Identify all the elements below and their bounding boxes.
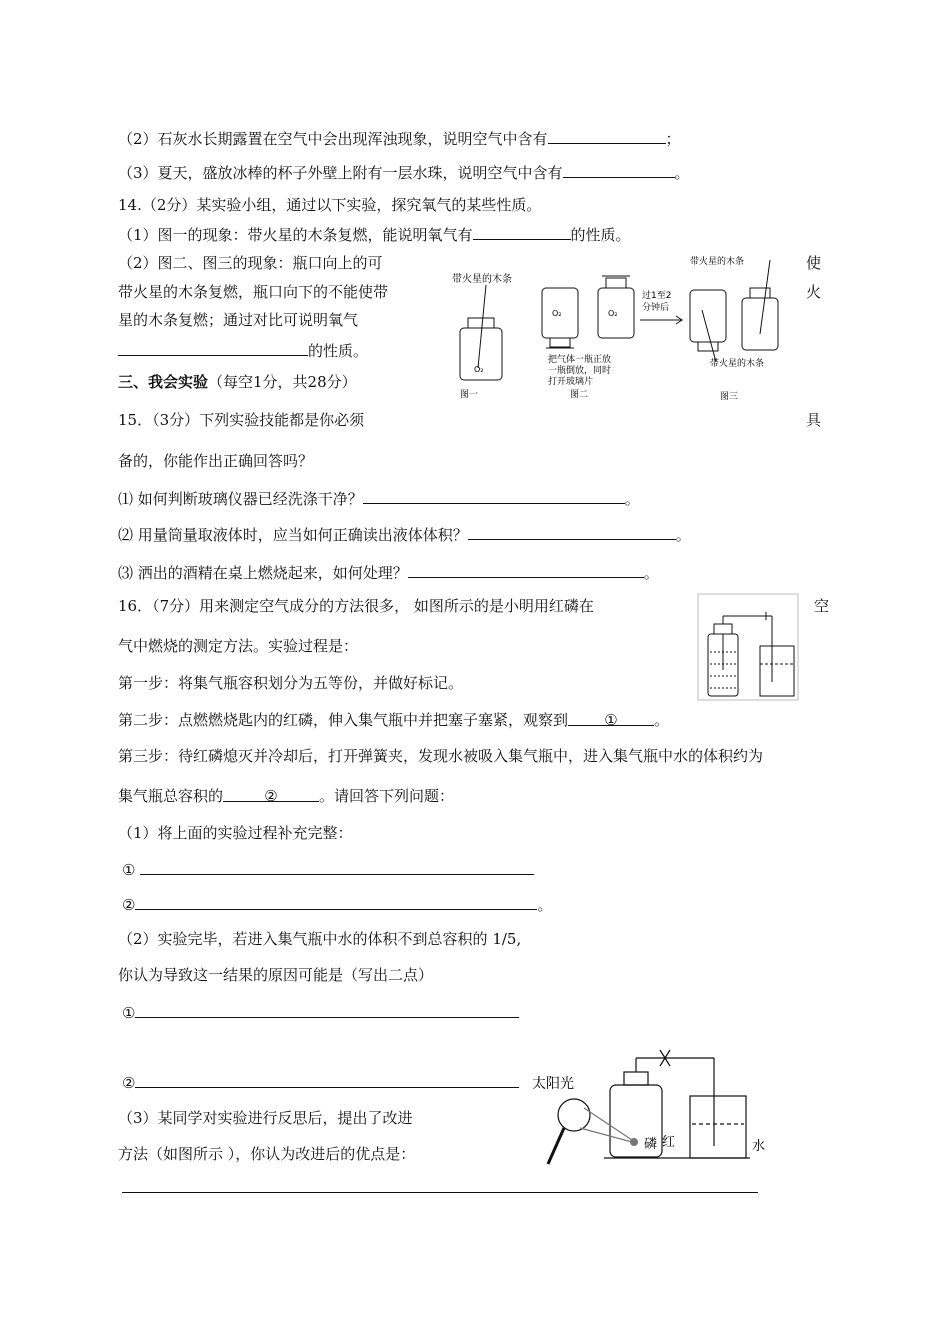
fig2-o2-label-1: O₂ [552,309,562,318]
fig-label-top-right: 带火星的木条 [690,257,745,267]
q16-question3-line2: 方法（如图所示 ），你认为改进后的优点是： [118,1145,416,1163]
q14-part1-text: （1）图一的现象：带火星的木条复燃，能说明氧气有 [118,226,473,244]
q13-part2-end: ； [665,130,681,148]
section-3-title: 三、我会实验 [118,373,209,391]
q16-q1-blank2[interactable] [135,894,537,910]
q15-line2: 备的，你能作出正确回答吗？ [118,452,314,470]
fig2-inverted-neck [550,338,570,347]
section-3-subtitle: （每空1分，共28分） [208,373,357,391]
red-phosphorus-apparatus-figure [698,594,818,702]
magnifier-handle [548,1128,564,1164]
q15-item1-end: 。 [624,490,640,508]
q16-step3b-blank[interactable]: ② [223,786,319,802]
arrow-label-2: 分钟后 [642,303,670,313]
q16-step3b [118,786,454,806]
fig2-caption: 图二 [570,390,589,400]
magnifier-lens [558,1099,590,1131]
q15-item2 [118,524,691,545]
q16-q2-blank2[interactable] [135,1072,519,1088]
q16-q3-answer-line[interactable] [122,1192,758,1193]
q16-step2-end: 。 [654,711,670,729]
q14-part1-blank[interactable] [473,224,571,240]
red-label: 红 [662,1135,676,1150]
q16-step1: 第一步：将集气瓶容积划分为五等份，并做好标记。 [118,674,464,692]
q15-item2-end: 。 [675,526,691,544]
fig1-o2-label: O₂ [474,365,484,374]
q16-q2-answer2 [122,1072,519,1093]
q14-part2-line1-right: 使 [806,254,822,272]
fig3-upright-bottle [742,298,778,350]
arrow-label-1: 过1至2 [642,291,672,301]
q14-part2-line3: 星的木条复燃；通过对比可说明氧气 [118,311,359,329]
improved-apparatus-figure [532,1040,780,1170]
figure-frame [698,594,798,700]
q16-question2-line2: 你认为导致这一结果的原因可能是（写出二点） [118,966,434,984]
q15-item3-text: ⑶ 洒出的酒精在桌上燃烧起来，如何处理？ [118,564,408,582]
q16-step2-blank[interactable]: ① [568,710,654,726]
fig3-splint-2 [760,260,770,334]
q15-item2-blank[interactable] [468,524,676,540]
q16-line1: 16．（7分）用来测定空气成分的方法很多， 如图所示的是小明用红磷在 [118,597,594,615]
phosphorus-label: 磷 [644,1137,658,1152]
sunlight-label: 太阳光 [532,1076,574,1092]
fig-label-bottom-right: 带火星的木条 [710,359,765,369]
q16-question2-line1: （2）实验完毕，若进入集气瓶中水的体积不到总容积的 1/5, [118,930,522,948]
fig1-bottle-neck [468,318,494,328]
q16-q1-answer2 [122,894,552,915]
q14-part2-end: 的性质。 [308,342,369,360]
improved-beaker [690,1096,746,1158]
fig1-caption: 图一 [460,390,479,400]
q13-part3-text: （3）夏天，盛放冰棒的杯子外壁上附有一层水珠，说明空气中含有 [118,164,563,182]
q15-line1-right: 具 [806,411,822,429]
q13-part2 [118,128,681,149]
q16-q1-answer2-end: 。 [537,896,553,914]
q13-part3-blank[interactable] [563,162,675,178]
q16-step2 [118,710,669,730]
q15-item1 [118,488,640,509]
q14-part2-line1: （2）图二、图三的现象：瓶口向上的可 [118,254,383,272]
q16-step3: 第三步：待红磷熄灭并冷却后，打开弹簧夹，发现水被吸入集气瓶中，进入集气瓶中水的体积约为 [118,747,764,765]
q16-line2: 气中燃烧的测定方法。实验过程是： [118,637,359,655]
fig2-note-1: 把气体一瓶正放 [548,355,612,365]
q16-question3-line1: （3）某同学对实验进行反思后，提出了改进 [118,1109,413,1127]
fig2-note-3: 打开玻璃片 [548,377,594,387]
section-3-heading [118,372,357,392]
fig2-o2-label-2: O₂ [608,309,618,318]
q16-step2-text: 第二步：点燃燃烧匙内的红磷，伸入集气瓶中并把塞子塞紧，观察到 [118,711,569,729]
q16-q2-answer1 [122,1002,519,1023]
q14-part2-blank[interactable] [118,340,308,356]
fig2-note-2: 一瓶倒放，同时 [548,366,612,376]
q15-item1-blank[interactable] [363,488,625,504]
q16-question1: （1）将上面的实验过程补充完整： [118,824,353,842]
q14-part2-line2: 带火星的木条复燃，瓶口向下的不能使带 [118,283,389,301]
fig3-splint-1 [702,310,716,362]
q16-step3b-text: 集气瓶总容积的 [118,787,224,805]
q15-item2-text: ⑵ 用量筒量取液体时，应当如何正确读出液体体积？ [118,526,468,544]
q16-q1-blank1[interactable] [140,859,534,875]
oxygen-experiment-figure [440,250,800,405]
q14-part2-line2-right: 火 [806,283,822,301]
q13-part3 [118,162,690,183]
q16-q2-circle1: ① [122,1004,136,1022]
q16-q2-blank1[interactable] [135,1002,519,1018]
q16-step3b-end: 。请回答下列问题： [319,787,455,805]
q16-q1-circle1: ① [122,861,136,879]
q15-item3-blank[interactable] [408,562,644,578]
beaker [760,646,794,696]
q15-item3-end: 。 [643,564,659,582]
q13-part2-text: （2）石灰水长期露置在空气中会出现浑浊现象，说明空气中含有 [118,130,548,148]
q16-q1-answer1 [122,859,534,880]
q13-part3-end: 。 [674,164,690,182]
red-phosphorus [630,1138,638,1146]
q14-part1 [118,224,631,245]
fig3-caption: 图三 [720,392,739,402]
q14-part1-end: 的性质。 [570,226,631,244]
fig1-splint [478,285,486,368]
q15-item3 [118,562,659,583]
q15-item1-text: ⑴ 如何判断玻璃仪器已经洗涤干净？ [118,490,363,508]
water-label: 水 [752,1139,766,1154]
improved-stopper [624,1072,648,1085]
q16-line1-right: 空 [814,597,830,615]
q15-line1: 15．（3分）下列实验技能都是你必须 [118,411,365,429]
q16-q2-circle2: ② [122,1074,136,1092]
q16-q1-circle2: ② [122,896,136,914]
q14-part2-line4 [118,340,368,361]
fig-label-top-left: 带火星的木条 [452,274,512,285]
bottle-stopper [714,624,732,634]
q13-part2-blank[interactable] [548,128,666,144]
q14-title: 14.（2分）某实验小组，通过以下实验，探究氧气的某些性质。 [118,196,542,214]
